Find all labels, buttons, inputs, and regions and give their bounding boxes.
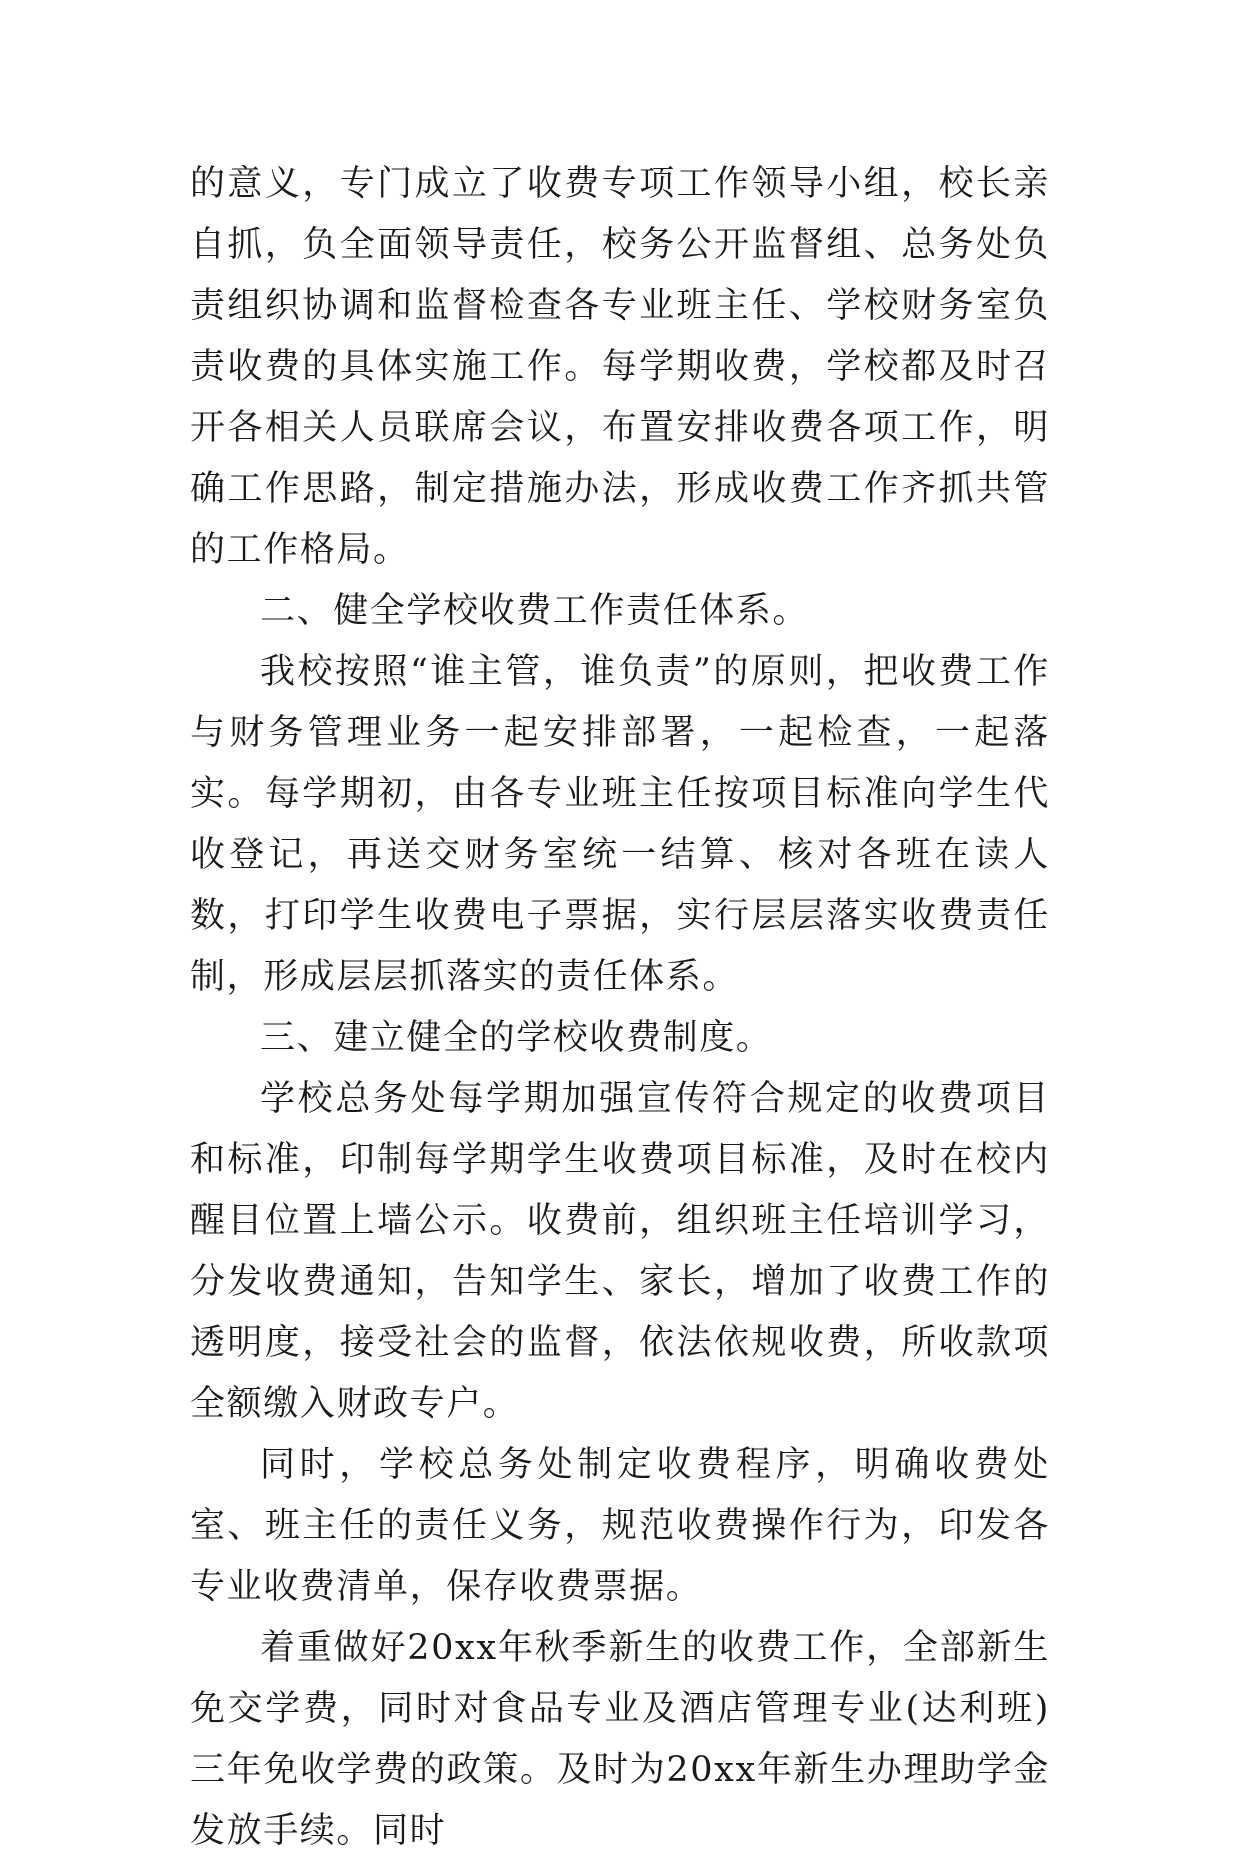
paragraph-continuation: 的意义，专门成立了收费专项工作领导小组，校长亲自抓，负全面领导责任，校务公开监督组、总务处负责组织协调和监督检查各专业班主任、学校财务室负责收费的具体实施工作。每学期收费，学校都及时召开各相关人员联席会议，布置安排收费各项工作，明确工作思路，制定措施办法，形成收费工作齐抓共管的工作格局。 <box>190 164 1050 570</box>
section-heading-3: 三、建立健全的学校收费制度。 <box>260 1018 773 1058</box>
section-heading-2: 二、健全学校收费工作责任体系。 <box>260 591 810 631</box>
paragraph-responsibility: 我校按照“谁主管，谁负责”的原则，把收费工作与财务管理业务一起安排部署，一起检查，一起落实。每学期初，由各专业班主任按项目标准向学生代收登记，再送交财务室统一结算、核对各班在读人数，打印学生收费电子票据，实行层层落实收费责任制，形成层层抓落实的责任体系。 <box>190 652 1050 997</box>
paragraph-publicity: 学校总务处每学期加强宣传符合规定的收费项目和标准，印制每学期学生收费项目标准，及时在校内醒目位置上墙公示。收费前，组织班主任培训学习，分发收费通知，告知学生、家长，增加了收费工作的透明度，接受社会的监督，依法依规收费，所收款项全额缴入财政专户。 <box>190 1079 1050 1424</box>
paragraph-new-students: 着重做好20xx年秋季新生的收费工作，全部新生免交学费，同时对食品专业及酒店管理专业(达利班)三年免收学费的政策。及时为20xx年新生办理助学金发放手续。同时 <box>190 1628 1050 1851</box>
document-body <box>190 154 1050 1862</box>
paragraph-procedure: 同时，学校总务处制定收费程序，明确收费处室、班主任的责任义务，规范收费操作行为，印发各专业收费清单，保存收费票据。 <box>190 1445 1050 1607</box>
